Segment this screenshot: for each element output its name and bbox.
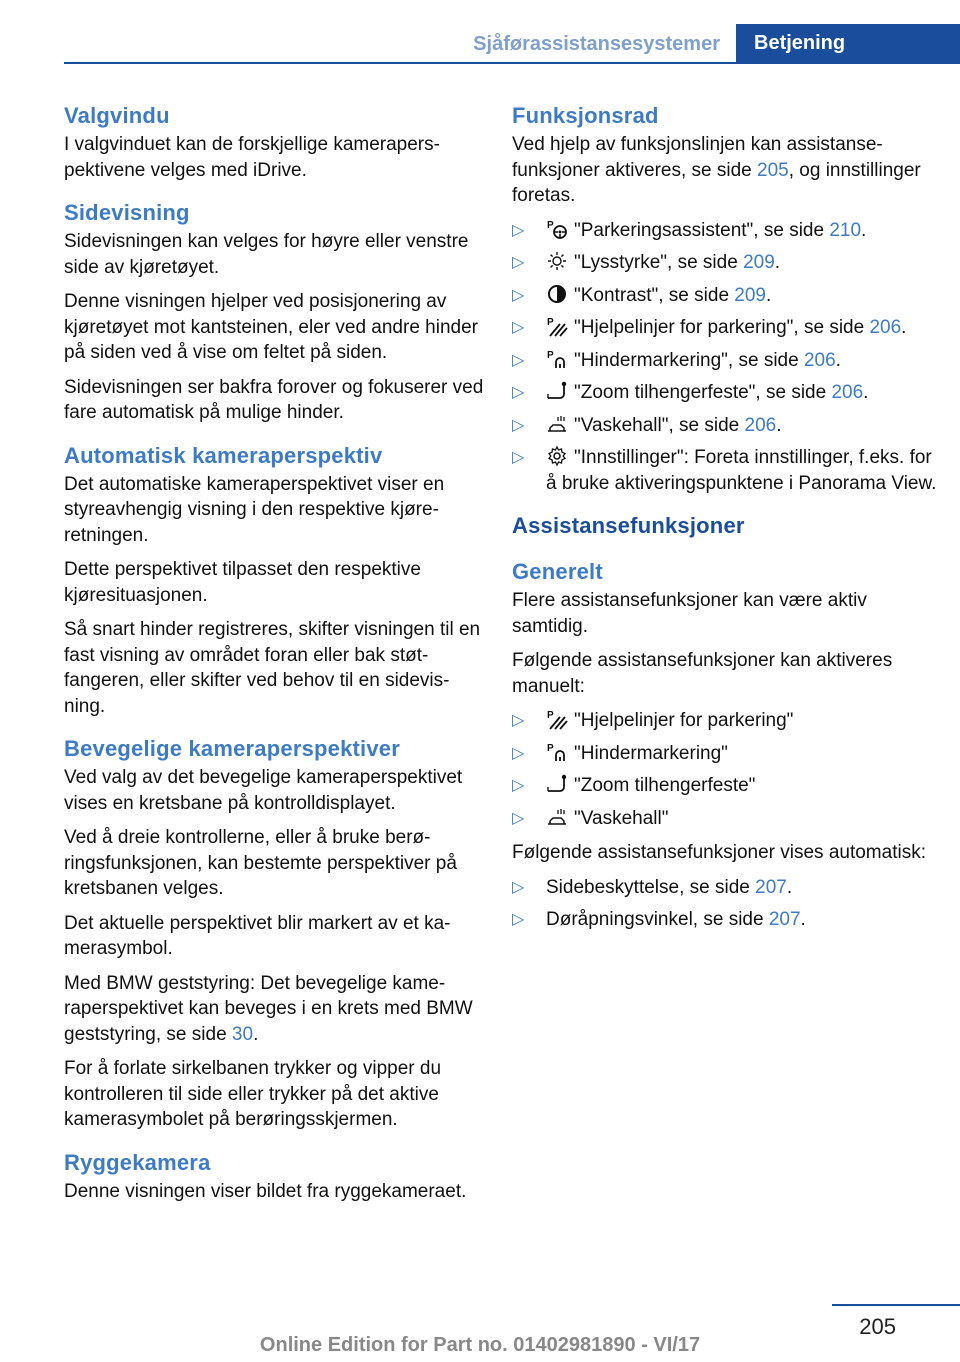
bullet-triangle-icon: ▷ <box>512 254 525 271</box>
paragraph: Følgende assistansefunksjoner kan aktiveres manuelt: <box>512 650 893 697</box>
paragraph: Det automatiske kameraperspektivet viser en styreavhengig visning i den respektive kjøreretningen. <box>64 473 445 546</box>
svg-text:P: P <box>547 710 554 721</box>
paragraph: Det aktuelle perspektivet blir markert av et kamerasymbol. <box>64 912 451 959</box>
page-link[interactable]: 207 <box>755 876 787 898</box>
heading-bevegelige: Bevegelige kameraperspektiver <box>64 736 400 761</box>
list-item <box>512 283 942 309</box>
footer-rule <box>832 1304 960 1306</box>
item-text-end: . <box>766 284 772 306</box>
text: , og innstillinger foretas. <box>512 159 921 206</box>
list-item <box>512 907 942 933</box>
paragraph: Sidevisningen kan velges for høyre eller venstre side av kjøretøyet. <box>64 231 469 278</box>
manual-functions-list <box>512 708 942 831</box>
heading-sidevisning: Sidevisning <box>64 200 190 225</box>
page-link[interactable]: 206 <box>869 317 902 338</box>
section-valgvindu <box>64 100 484 183</box>
page-link[interactable]: 206 <box>803 349 836 371</box>
bullet-triangle-icon: ▷ <box>512 351 525 369</box>
page-link[interactable]: 209 <box>743 252 775 273</box>
item-text: "Vaskehall", se side <box>574 414 745 436</box>
list-item <box>512 875 942 901</box>
svg-text:P: P <box>547 742 554 754</box>
paragraph <box>64 971 484 1048</box>
bullet-triangle-icon: ▷ <box>512 286 525 304</box>
bullet-triangle-icon: ▷ <box>512 809 525 827</box>
item-text: "Hjelpelinjer for parkering", se side <box>574 317 870 338</box>
page-link[interactable]: 206 <box>744 414 777 436</box>
page-link[interactable]: 205 <box>757 159 789 181</box>
obstacle-marking-icon <box>546 348 570 370</box>
page-number: 205 <box>859 1314 896 1339</box>
list-item <box>512 218 942 244</box>
left-column <box>64 100 484 1218</box>
svg-text:P: P <box>547 219 554 231</box>
edition-footer: Online Edition for Part no. 01402981890 - VI/17 <box>259 1334 701 1356</box>
list-item <box>512 413 942 439</box>
heading-automatisk: Automatisk kameraperspektiv <box>64 442 383 468</box>
heading-valgvindu: Valgvindu <box>64 103 170 128</box>
heading-assistansefunksjoner: Assistansefunksjoner <box>512 513 745 538</box>
heading-ryggekamera: Ryggekamera <box>64 1149 211 1175</box>
paragraph: Ved valg av det bevegelige kameraperspektivet vises en kretsbane på kontrolldisplayet. <box>64 767 463 814</box>
item-text: "Lysstyrke", se side <box>574 252 744 273</box>
section-assistansefunksjoner <box>512 510 942 542</box>
automatic-functions-list <box>512 875 942 933</box>
bullet-triangle-icon: ▷ <box>512 777 525 794</box>
item-text: Døråpningsvinkel, se side <box>546 909 769 930</box>
item-text: Sidebeskyttelse, se side <box>546 876 756 898</box>
contrast-icon <box>546 283 570 305</box>
item-text-end: . <box>835 349 841 371</box>
section-automatisk <box>64 440 484 720</box>
item-text-end: . <box>800 909 806 930</box>
heading-funksjonsrad: Funksjonsrad <box>512 103 659 128</box>
parking-assistant-icon <box>546 218 570 240</box>
text: Ved hjelp av funksjonslinjen kan assistansefunksjoner aktiveres, se side <box>512 134 883 181</box>
paragraph: Følgende assistansefunksjoner vises automatisk: <box>512 842 926 863</box>
item-text: "Hindermarkering" <box>574 742 728 764</box>
brightness-icon <box>546 250 570 272</box>
bullet-triangle-icon: ▷ <box>512 416 525 434</box>
paragraph: For å forlate sirkelbanen trykker og vipper du kontrolleren til side eller trykker på det aktive kamerasymbolet på berøringsskjermen. <box>64 1058 442 1130</box>
item-text-end: . <box>776 414 782 436</box>
item-text-end: . <box>786 876 793 898</box>
function-bar-list <box>512 218 942 497</box>
trailer-hitch-zoom-icon <box>546 380 570 402</box>
heading-generelt: Generelt <box>512 559 603 584</box>
bullet-triangle-icon: ▷ <box>512 449 525 466</box>
list-item <box>512 348 942 374</box>
right-column <box>512 100 942 947</box>
section-ryggekamera <box>64 1147 484 1205</box>
paragraph: I valgvinduet kan de forskjellige kameraperspektivene velges med iDrive. <box>64 134 440 181</box>
paragraph: Dette perspektivet tilpasset den respektive kjøresituasjonen. <box>64 559 421 606</box>
page-link[interactable]: 209 <box>734 284 766 306</box>
item-text-end: . <box>863 382 869 403</box>
section-funksjonsrad <box>512 100 942 496</box>
list-item <box>512 315 942 341</box>
item-text: "Hindermarkering", se side <box>574 349 804 371</box>
car-wash-icon <box>546 413 570 435</box>
bullet-triangle-icon: ▷ <box>512 744 525 762</box>
section-bevegelige <box>64 733 484 1133</box>
bullet-triangle-icon: ▷ <box>512 712 525 729</box>
item-text-end: . <box>861 219 867 241</box>
bullet-triangle-icon: ▷ <box>512 319 525 336</box>
header-tab: Betjening <box>736 24 960 62</box>
page-link[interactable]: 210 <box>829 219 862 241</box>
paragraph: Denne visningen hjelper ved posisjonering av kjøretøyet mot kantsteinen, eler ved andre hinder på siden ved å vise om feltet på siden. <box>64 291 478 363</box>
paragraph <box>512 132 942 209</box>
settings-icon <box>546 445 570 467</box>
item-text-end: . <box>774 252 781 273</box>
section-generelt <box>512 556 942 933</box>
page-link[interactable]: 30 <box>231 1023 254 1045</box>
item-text-end: . <box>901 317 907 338</box>
trailer-hitch-zoom-icon <box>546 773 570 795</box>
obstacle-marking-icon <box>546 741 570 763</box>
parking-lines-icon <box>546 708 570 730</box>
list-item <box>512 250 942 276</box>
list-item <box>512 380 942 406</box>
bullet-triangle-icon: ▷ <box>512 221 525 239</box>
paragraph: Flere assistansefunksjoner kan være aktiv samtidig. <box>512 590 867 637</box>
list-item <box>512 741 942 767</box>
header-rule <box>64 62 960 64</box>
item-text: "Zoom tilhengerfeste", se side <box>574 382 832 403</box>
text: Med BMW geststyring: Det bevegelige kameraperspektivet kan beveges i en krets med BMW geststyring, se side <box>64 972 473 1045</box>
page-link[interactable]: 207 <box>768 909 801 930</box>
item-text: "Hjelpelinjer for parkering" <box>574 710 794 731</box>
item-text: "Zoom tilhengerfeste" <box>574 775 756 796</box>
parking-lines-icon <box>546 315 570 337</box>
bullet-triangle-icon: ▷ <box>512 384 525 401</box>
item-text: "Vaskehall" <box>574 807 669 829</box>
page-link[interactable]: 206 <box>831 382 864 403</box>
svg-text:P: P <box>547 349 554 361</box>
paragraph: Så snart hinder registreres, skifter visningen til en fast visning av området foran eller bak støtfangeren, eller skifter ved behov til en sidevisning. <box>64 619 481 717</box>
list-item <box>512 445 942 496</box>
section-sidevisning <box>64 197 484 426</box>
item-text: "Kontrast", se side <box>574 284 735 306</box>
list-item <box>512 806 942 832</box>
bullet-triangle-icon: ▷ <box>512 911 525 928</box>
item-text: "Parkeringsassistent", se side <box>574 219 830 241</box>
paragraph: Ved å dreie kontrollerne, eller å bruke berøringsfunksjonen, kan bestemte perspektiver på kretsbanen velges. <box>64 827 457 899</box>
bullet-triangle-icon: ▷ <box>512 878 525 896</box>
paragraph: Sidevisningen ser bakfra forover og fokuserer ved fare automatisk på mulige hinder. <box>64 376 484 423</box>
paragraph: Denne visningen viser bildet fra ryggekameraet. <box>64 1180 467 1202</box>
svg-text:P: P <box>547 317 554 328</box>
item-text: "Innstillinger": Foreta innstillinger, f.eks. for å bruke aktiveringspunktene i Panorama View. <box>546 447 937 494</box>
text: . <box>253 1023 259 1045</box>
list-item <box>512 773 942 799</box>
header-section-title: Sjåførassistansesystemer <box>473 33 720 55</box>
car-wash-icon <box>546 806 570 828</box>
list-item <box>512 708 942 734</box>
